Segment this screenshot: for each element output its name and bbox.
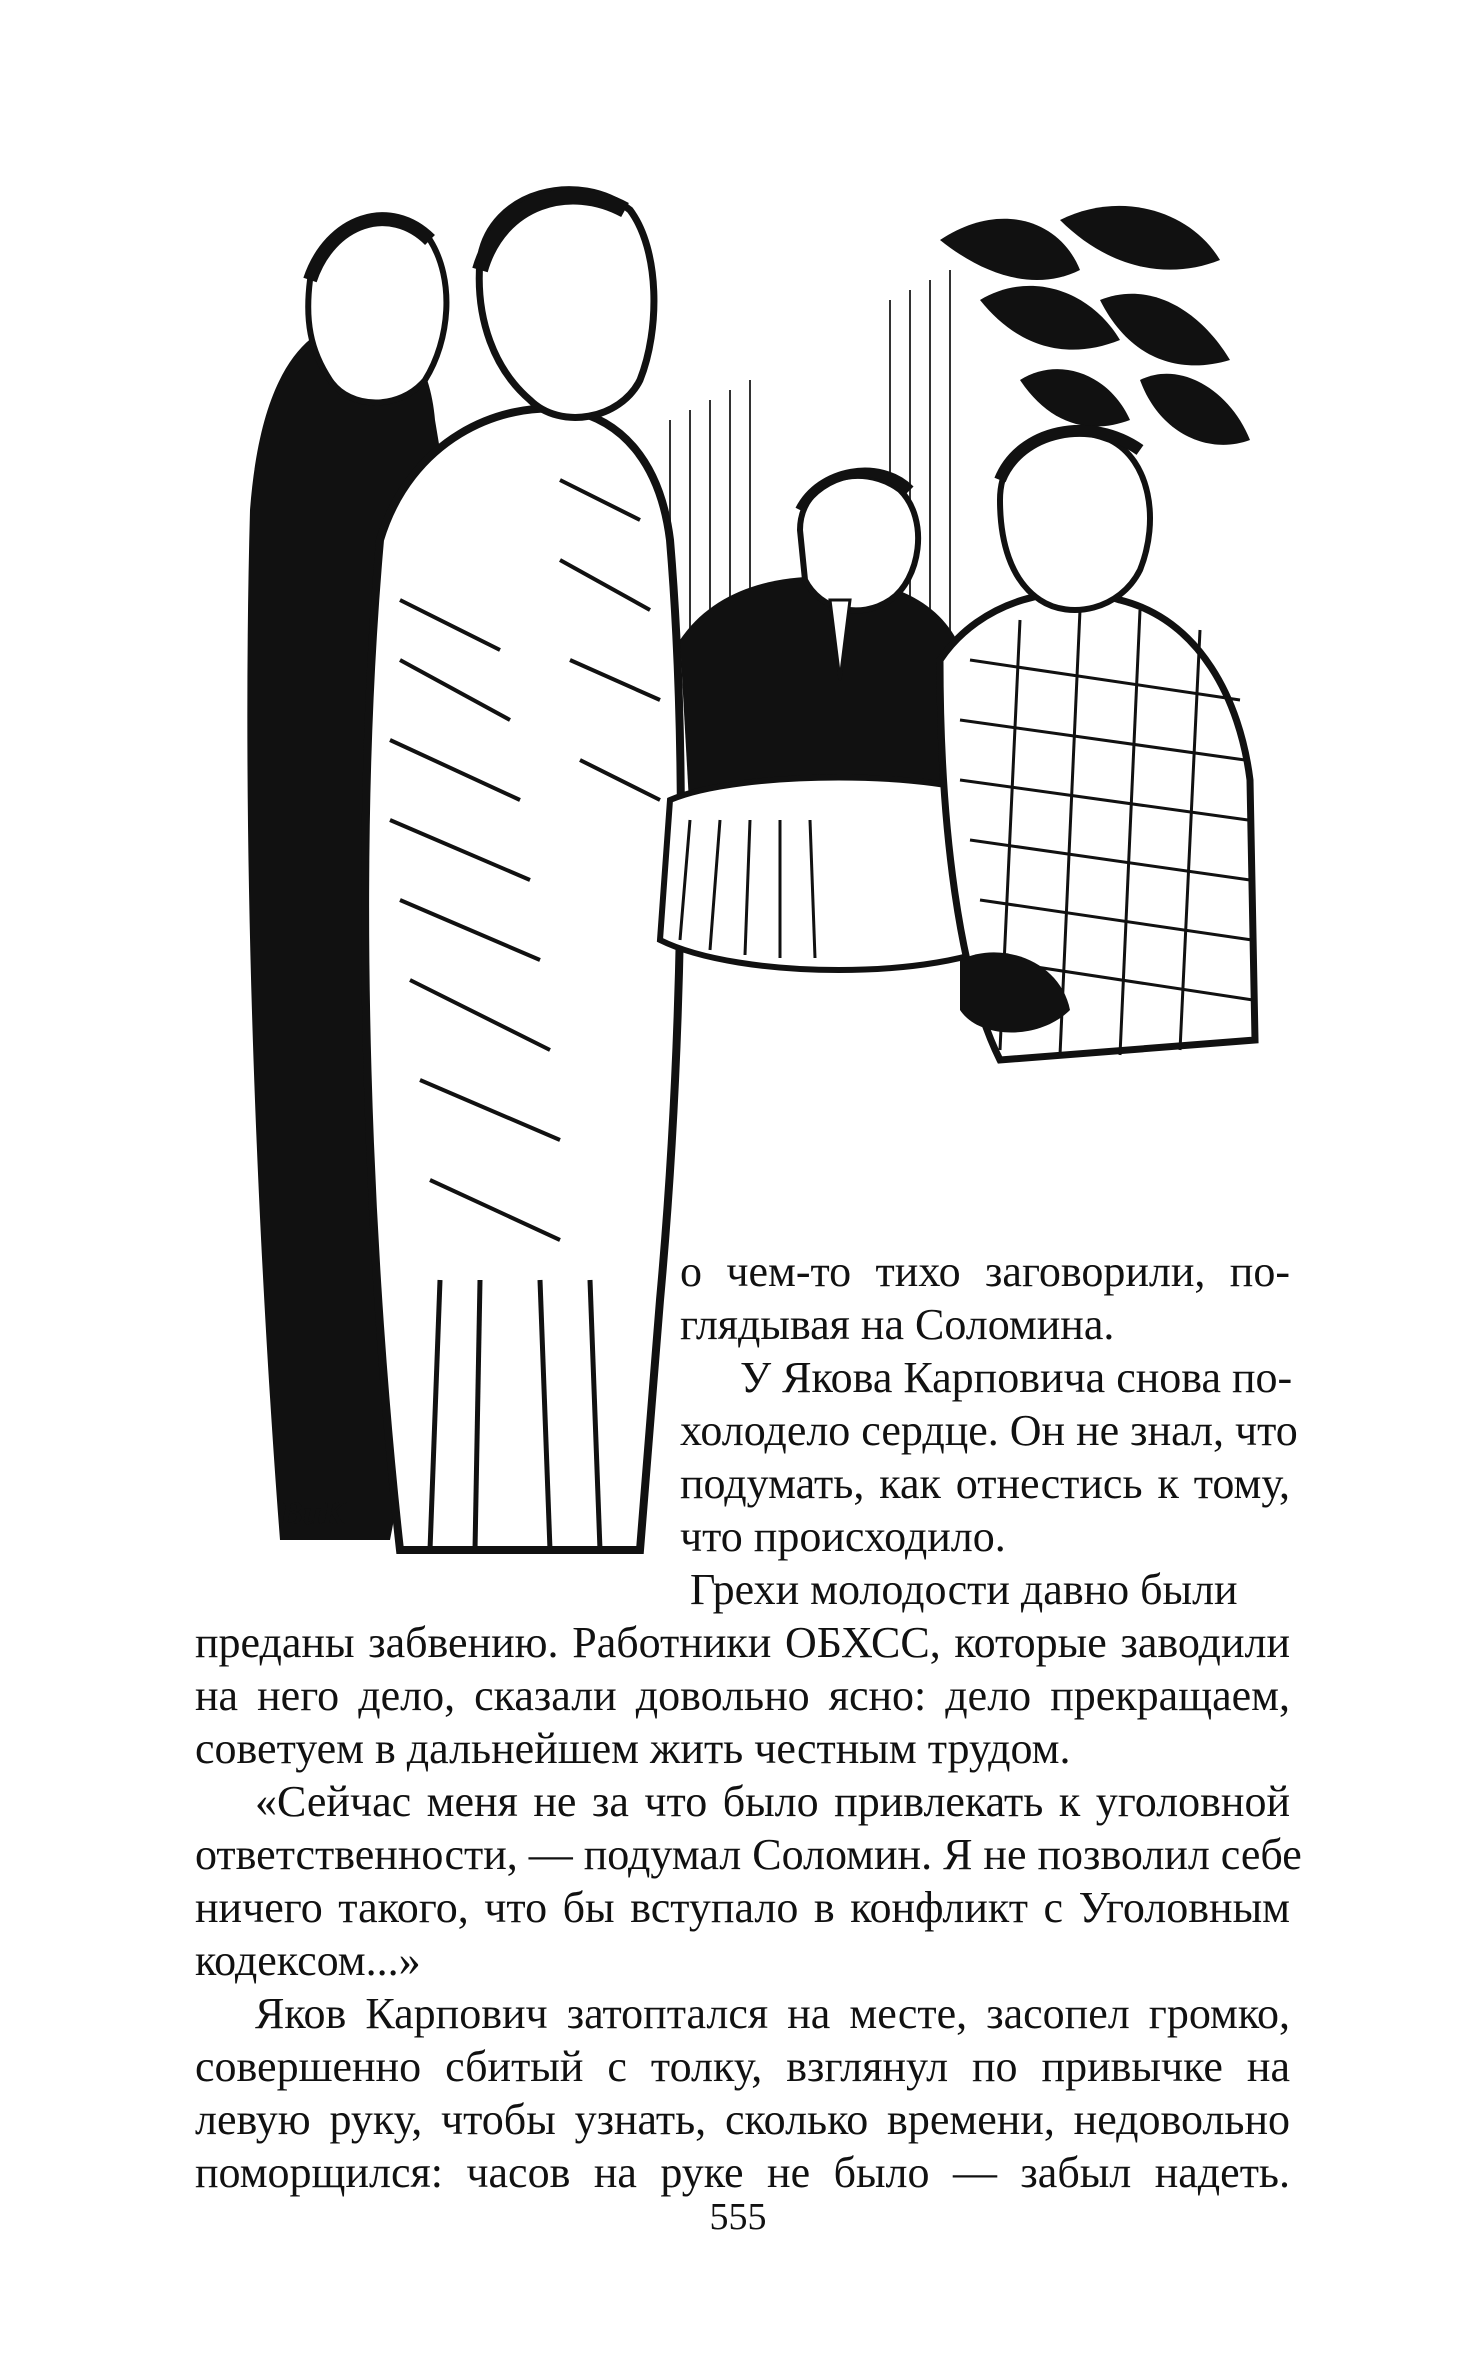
text-line: холодело сердце. Он не знал, что [680,1406,1298,1455]
text-line: Яков Карпович затоптался на месте, засопел громко, [255,1989,1290,2038]
text-line: ничего такого, что бы вступало в конфликт с Уголовным [195,1883,1290,1932]
text-line: поморщился: часов на руке не было — забыл надеть. [195,2148,1290,2197]
text-line: «Сейчас меня не за что было привлекать к уголовной [255,1777,1290,1826]
text-line: левую руку, чтобы узнать, сколько времени, недовольно [195,2095,1290,2144]
text-line: совершенно сбитый с толку, взглянул по привычке на [195,2042,1290,2091]
text-line: У Якова Карповича снова по- [740,1353,1293,1402]
text-line: что происходило. [680,1512,1006,1561]
text-line: ответственности, — подумал Соломин. Я не позволил себе [195,1830,1302,1879]
text-line: советуем в дальнейшем жить честным трудом. [195,1724,1071,1773]
text-line: подумать, как отнестись к тому, [680,1459,1290,1508]
text-line: на него дело, сказали довольно ясно: дело прекращаем, [195,1671,1290,1720]
text-line: Грехи молодости давно были [690,1565,1238,1614]
text-line: кодексом...» [195,1936,421,1985]
body-text [195,1563,1302,2199]
text-line: о чем-то тихо заговорили, по- [680,1247,1290,1296]
artist-signature: ВиК [280,1495,345,1532]
text-line: преданы забвению. Работники ОБХСС, которые заводили [195,1618,1290,1667]
side-column-text [680,1245,1298,1563]
page-number: 555 [709,2196,767,2238]
text-line: глядывая на Соломина. [680,1300,1115,1349]
